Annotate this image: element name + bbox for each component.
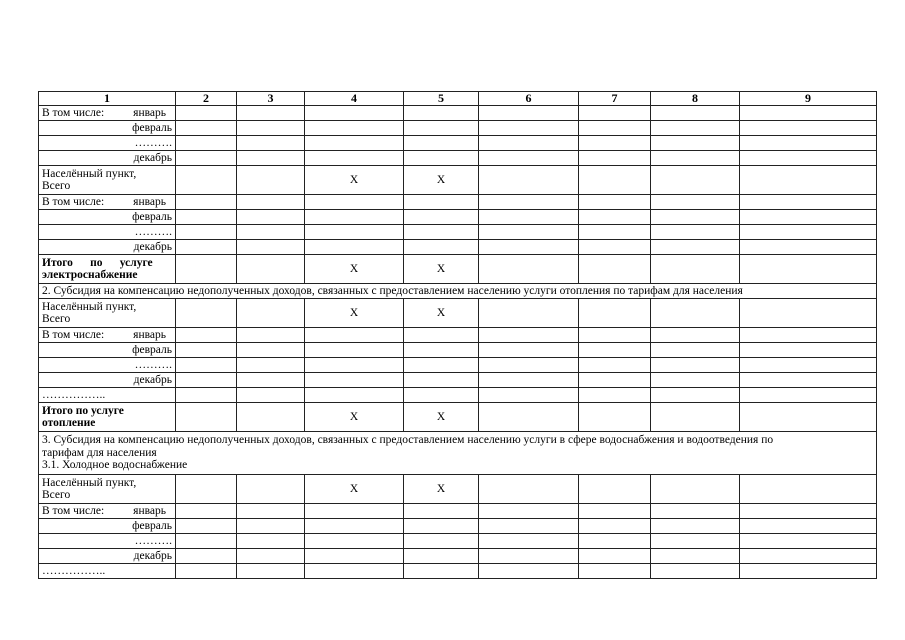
value-cell[interactable] (237, 388, 305, 403)
value-cell[interactable] (305, 519, 404, 534)
col-header-7: 7 (579, 92, 651, 106)
value-cell[interactable] (579, 504, 651, 519)
value-cell[interactable] (404, 136, 479, 151)
x-mark-cell: X (305, 166, 404, 195)
value-cell[interactable] (740, 136, 877, 151)
value-cell[interactable] (651, 151, 740, 166)
value-cell[interactable] (237, 255, 305, 284)
table-row (39, 388, 877, 403)
table-row (39, 121, 877, 136)
value-cell[interactable] (651, 549, 740, 564)
value-cell[interactable] (479, 210, 579, 225)
row-label-settlement (39, 299, 176, 328)
value-cell[interactable] (479, 475, 579, 504)
table-row (39, 195, 877, 210)
value-cell[interactable] (176, 358, 237, 373)
value-cell[interactable] (404, 373, 479, 388)
value-cell[interactable] (479, 504, 579, 519)
table-row (39, 343, 877, 358)
value-cell[interactable] (651, 106, 740, 121)
value-cell[interactable] (305, 358, 404, 373)
value-cell[interactable] (479, 549, 579, 564)
value-cell[interactable] (579, 210, 651, 225)
value-cell[interactable] (740, 299, 877, 328)
value-cell[interactable] (305, 549, 404, 564)
settlement-line1: Населённый пункт, (42, 300, 137, 313)
value-cell[interactable] (740, 549, 877, 564)
row-label-february: февраль (39, 519, 176, 534)
value-cell[interactable] (479, 388, 579, 403)
section-row (39, 432, 877, 475)
value-cell[interactable] (176, 121, 237, 136)
value-cell[interactable] (404, 358, 479, 373)
value-cell[interactable] (237, 328, 305, 343)
value-cell[interactable] (479, 403, 579, 432)
value-cell[interactable] (740, 403, 877, 432)
value-cell[interactable] (176, 475, 237, 504)
value-cell[interactable] (579, 255, 651, 284)
value-cell[interactable] (404, 225, 479, 240)
table-row (39, 225, 877, 240)
x-mark-cell: X (305, 255, 404, 284)
total-heating-line1: Итого по услуге (42, 404, 124, 417)
value-cell[interactable] (740, 534, 877, 549)
value-cell[interactable] (237, 210, 305, 225)
value-cell[interactable] (176, 519, 237, 534)
value-cell[interactable] (237, 299, 305, 328)
value-cell[interactable] (237, 240, 305, 255)
value-cell[interactable] (404, 121, 479, 136)
row-label-settlement (39, 166, 176, 195)
including-label: В том числе: (42, 504, 105, 517)
value-cell[interactable] (176, 136, 237, 151)
value-cell[interactable] (651, 358, 740, 373)
value-cell[interactable] (176, 151, 237, 166)
month-january: январь (133, 504, 166, 517)
row-label-january (39, 504, 176, 519)
section-3-title (39, 432, 877, 475)
value-cell[interactable] (404, 151, 479, 166)
value-cell[interactable] (579, 534, 651, 549)
value-cell[interactable] (305, 121, 404, 136)
x-mark-cell: X (404, 403, 479, 432)
value-cell[interactable] (579, 373, 651, 388)
value-cell[interactable] (651, 195, 740, 210)
value-cell[interactable] (651, 373, 740, 388)
header-row (39, 92, 877, 106)
value-cell[interactable] (305, 534, 404, 549)
value-cell[interactable] (740, 240, 877, 255)
value-cell[interactable] (305, 373, 404, 388)
value-cell[interactable] (479, 166, 579, 195)
value-cell[interactable] (237, 564, 305, 579)
value-cell[interactable] (740, 106, 877, 121)
value-cell[interactable] (740, 475, 877, 504)
row-label-february: февраль (39, 210, 176, 225)
including-label: В том числе: (42, 106, 105, 119)
row-label-total-electric (39, 255, 176, 284)
value-cell[interactable] (237, 358, 305, 373)
value-cell[interactable] (404, 388, 479, 403)
value-cell[interactable] (237, 166, 305, 195)
value-cell[interactable] (176, 549, 237, 564)
value-cell[interactable] (237, 549, 305, 564)
value-cell[interactable] (740, 225, 877, 240)
value-cell[interactable] (404, 564, 479, 579)
value-cell[interactable] (651, 255, 740, 284)
value-cell[interactable] (404, 195, 479, 210)
row-label-more: …………….. (39, 564, 176, 579)
table-row (39, 403, 877, 432)
value-cell[interactable] (176, 373, 237, 388)
including-label: В том числе: (42, 195, 105, 208)
value-cell[interactable] (740, 519, 877, 534)
value-cell[interactable] (404, 240, 479, 255)
value-cell[interactable] (740, 504, 877, 519)
value-cell[interactable] (740, 166, 877, 195)
value-cell[interactable] (176, 106, 237, 121)
value-cell[interactable] (404, 106, 479, 121)
value-cell[interactable] (579, 388, 651, 403)
value-cell[interactable] (579, 106, 651, 121)
x-mark-cell: X (404, 166, 479, 195)
value-cell[interactable] (579, 299, 651, 328)
value-cell[interactable] (404, 328, 479, 343)
col-header-2: 2 (176, 92, 237, 106)
value-cell[interactable] (740, 255, 877, 284)
section-3-line1: 3. Субсидия на компенсацию недополученных доходов, связанных с предоставлением населению услуги в сфере водоснабжения и водоотведения по (42, 434, 774, 447)
col-header-8: 8 (651, 92, 740, 106)
settlement-line2: Всего (42, 489, 71, 501)
section-2-title: 2. Субсидия на компенсацию недополученных доходов, связанных с предоставлением населению услуги отопления по тарифам для населения (39, 284, 877, 299)
value-cell[interactable] (305, 210, 404, 225)
value-cell[interactable] (176, 210, 237, 225)
value-cell[interactable] (579, 151, 651, 166)
row-label-february: февраль (39, 121, 176, 136)
table-row (39, 106, 877, 121)
value-cell[interactable] (404, 534, 479, 549)
value-cell[interactable] (651, 240, 740, 255)
row-label-ellipsis: ………. (39, 534, 176, 549)
value-cell[interactable] (579, 328, 651, 343)
value-cell[interactable] (740, 358, 877, 373)
col-header-1: 1 (39, 92, 176, 106)
value-cell[interactable] (305, 564, 404, 579)
value-cell[interactable] (651, 388, 740, 403)
value-cell[interactable] (479, 373, 579, 388)
value-cell[interactable] (579, 195, 651, 210)
value-cell[interactable] (651, 166, 740, 195)
value-cell[interactable] (237, 106, 305, 121)
value-cell[interactable] (305, 343, 404, 358)
row-label-february: февраль (39, 343, 176, 358)
value-cell[interactable] (579, 121, 651, 136)
value-cell[interactable] (237, 121, 305, 136)
section-3-1-title: 3.1. Холодное водоснабжение (42, 459, 188, 472)
value-cell[interactable] (176, 388, 237, 403)
month-january: январь (133, 195, 166, 208)
value-cell[interactable] (404, 343, 479, 358)
value-cell[interactable] (404, 519, 479, 534)
value-cell[interactable] (740, 388, 877, 403)
col-header-6: 6 (479, 92, 579, 106)
section-row (39, 284, 877, 299)
table-row (39, 519, 877, 534)
table-row (39, 475, 877, 504)
total-electric-line2: электроснабжение (42, 269, 138, 281)
value-cell[interactable] (479, 106, 579, 121)
value-cell[interactable] (176, 240, 237, 255)
table-row (39, 328, 877, 343)
table-row (39, 299, 877, 328)
table-row (39, 534, 877, 549)
value-cell[interactable] (237, 195, 305, 210)
value-cell[interactable] (237, 225, 305, 240)
value-cell[interactable] (579, 240, 651, 255)
row-label-december: декабрь (39, 240, 176, 255)
value-cell[interactable] (651, 328, 740, 343)
row-label-january (39, 106, 176, 121)
value-cell[interactable] (579, 225, 651, 240)
row-label-ellipsis: ………. (39, 225, 176, 240)
value-cell[interactable] (479, 519, 579, 534)
value-cell[interactable] (176, 343, 237, 358)
value-cell[interactable] (651, 136, 740, 151)
table-row (39, 166, 877, 195)
value-cell[interactable] (237, 136, 305, 151)
value-cell[interactable] (176, 504, 237, 519)
value-cell[interactable] (305, 136, 404, 151)
value-cell[interactable] (305, 195, 404, 210)
value-cell[interactable] (579, 549, 651, 564)
value-cell[interactable] (651, 299, 740, 328)
value-cell[interactable] (305, 151, 404, 166)
col-header-5: 5 (404, 92, 479, 106)
col-header-9: 9 (740, 92, 877, 106)
value-cell[interactable] (651, 519, 740, 534)
total-electric-line1: Итого по услуге (42, 256, 153, 269)
x-mark-cell: X (404, 475, 479, 504)
settlement-line2: Всего (42, 180, 71, 192)
table-row (39, 504, 877, 519)
value-cell[interactable] (305, 225, 404, 240)
table-row (39, 255, 877, 284)
row-label-december: декабрь (39, 151, 176, 166)
month-january: январь (133, 106, 166, 119)
value-cell[interactable] (176, 225, 237, 240)
x-mark-cell: X (404, 299, 479, 328)
value-cell[interactable] (651, 225, 740, 240)
value-cell[interactable] (404, 549, 479, 564)
value-cell[interactable] (237, 504, 305, 519)
total-heating-line2: отопление (42, 417, 96, 429)
value-cell[interactable] (651, 343, 740, 358)
value-cell[interactable] (579, 343, 651, 358)
table-row (39, 358, 877, 373)
x-mark-cell: X (305, 299, 404, 328)
value-cell[interactable] (176, 534, 237, 549)
settlement-line2: Всего (42, 313, 71, 325)
value-cell[interactable] (579, 358, 651, 373)
value-cell[interactable] (176, 299, 237, 328)
col-header-3: 3 (237, 92, 305, 106)
row-label-december: декабрь (39, 373, 176, 388)
value-cell[interactable] (479, 240, 579, 255)
value-cell[interactable] (305, 240, 404, 255)
value-cell[interactable] (579, 403, 651, 432)
value-cell[interactable] (579, 166, 651, 195)
value-cell[interactable] (479, 136, 579, 151)
value-cell[interactable] (305, 328, 404, 343)
table-row (39, 240, 877, 255)
value-cell[interactable] (479, 121, 579, 136)
value-cell[interactable] (579, 519, 651, 534)
value-cell[interactable] (740, 343, 877, 358)
value-cell[interactable] (237, 373, 305, 388)
row-label-more: …………….. (39, 388, 176, 403)
settlement-line1: Населённый пункт, (42, 167, 137, 180)
value-cell[interactable] (651, 210, 740, 225)
value-cell[interactable] (237, 519, 305, 534)
month-january: январь (133, 328, 166, 341)
row-label-ellipsis: ………. (39, 358, 176, 373)
table-row (39, 564, 877, 579)
value-cell[interactable] (651, 564, 740, 579)
table-row (39, 210, 877, 225)
settlement-line1: Населённый пункт, (42, 476, 137, 489)
row-label-january (39, 195, 176, 210)
value-cell[interactable] (176, 255, 237, 284)
value-cell[interactable] (176, 403, 237, 432)
value-cell[interactable] (237, 151, 305, 166)
value-cell[interactable] (479, 534, 579, 549)
value-cell[interactable] (740, 564, 877, 579)
value-cell[interactable] (479, 225, 579, 240)
value-cell[interactable] (237, 534, 305, 549)
value-cell[interactable] (740, 121, 877, 136)
value-cell[interactable] (305, 106, 404, 121)
x-mark-cell: X (404, 255, 479, 284)
value-cell[interactable] (479, 564, 579, 579)
x-mark-cell: X (305, 403, 404, 432)
value-cell[interactable] (479, 255, 579, 284)
value-cell[interactable] (305, 388, 404, 403)
value-cell[interactable] (479, 343, 579, 358)
value-cell[interactable] (176, 328, 237, 343)
value-cell[interactable] (479, 328, 579, 343)
table-row (39, 151, 877, 166)
table-row (39, 549, 877, 564)
x-mark-cell: X (305, 475, 404, 504)
value-cell[interactable] (740, 210, 877, 225)
col-header-4: 4 (305, 92, 404, 106)
row-label-december: декабрь (39, 549, 176, 564)
value-cell[interactable] (579, 475, 651, 504)
value-cell[interactable] (740, 151, 877, 166)
value-cell[interactable] (740, 373, 877, 388)
row-label-ellipsis: ………. (39, 136, 176, 151)
section-3-line2: тарифам для населения (42, 446, 157, 459)
value-cell[interactable] (237, 475, 305, 504)
value-cell[interactable] (305, 504, 404, 519)
subsidy-table (38, 91, 877, 579)
value-cell[interactable] (176, 564, 237, 579)
value-cell[interactable] (740, 328, 877, 343)
value-cell[interactable] (740, 195, 877, 210)
including-label: В том числе: (42, 328, 105, 341)
table-row (39, 373, 877, 388)
value-cell[interactable] (579, 136, 651, 151)
row-label-total-heating (39, 403, 176, 432)
value-cell[interactable] (651, 504, 740, 519)
value-cell[interactable] (479, 195, 579, 210)
value-cell[interactable] (176, 166, 237, 195)
value-cell[interactable] (176, 195, 237, 210)
value-cell[interactable] (651, 403, 740, 432)
value-cell[interactable] (479, 299, 579, 328)
value-cell[interactable] (479, 151, 579, 166)
row-label-settlement (39, 475, 176, 504)
value-cell[interactable] (237, 403, 305, 432)
value-cell[interactable] (651, 534, 740, 549)
row-label-january (39, 328, 176, 343)
value-cell[interactable] (651, 121, 740, 136)
value-cell[interactable] (579, 564, 651, 579)
value-cell[interactable] (479, 358, 579, 373)
table-row (39, 136, 877, 151)
value-cell[interactable] (237, 343, 305, 358)
value-cell[interactable] (404, 210, 479, 225)
value-cell[interactable] (404, 504, 479, 519)
value-cell[interactable] (651, 475, 740, 504)
